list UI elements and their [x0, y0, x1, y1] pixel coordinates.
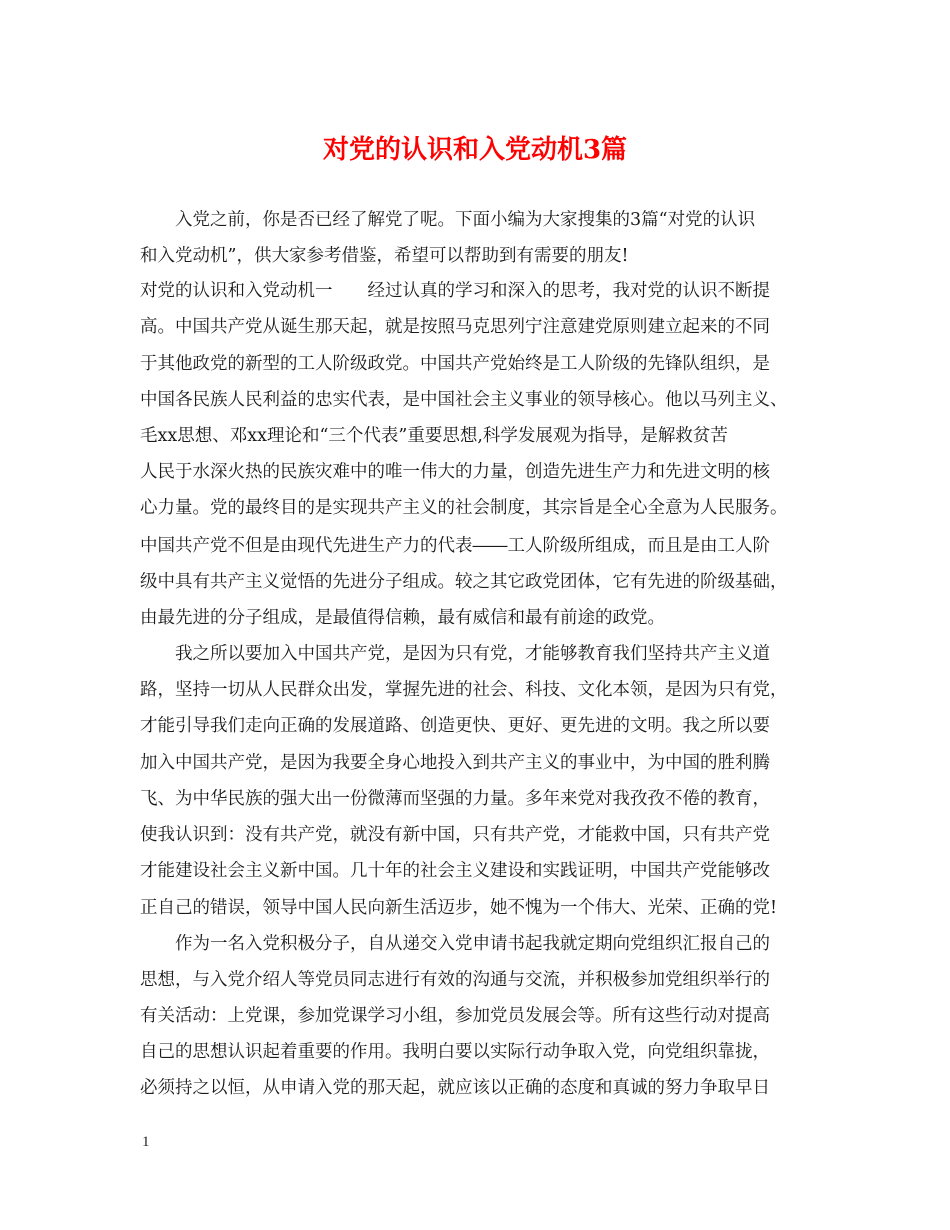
text-line: 作为一名入党积极分子，自从递交入党申请书起我就定期向党组织汇报自己的: [175, 934, 770, 954]
text-line: 于其他政党的新型的工人阶级政党。中国共产党始终是工人阶级的先锋队组织，是: [140, 354, 770, 374]
text-line: 人民于水深火热的民族灾难中的唯一伟大的力量，创造先进生产力和先进文明的核: [140, 462, 770, 482]
text-line: 才能建设社会主义新中国。几十年的社会主义建设和实践证明，中国共产党能够改: [140, 861, 770, 881]
page-number: 1: [142, 1134, 150, 1150]
text-line: 高。中国共产党从诞生那天起，就是按照马克思列宁注意建党原则建立起来的不同: [140, 317, 770, 337]
document-title: 对党的认识和入党动机3篇: [322, 135, 628, 165]
text-line: 中国共产党不但是由现代先进生产力的代表――工人阶级所组成，而且是由工人阶: [140, 536, 770, 556]
text-line: 级中具有共产主义觉悟的先进分子组成。较之其它政党团体，它有先进的阶级基础，: [140, 572, 788, 592]
text-line: 必须持之以恒，从申请入党的那天起，就应该以正确的态度和真诚的努力争取早日: [140, 1078, 770, 1098]
text-line: 自己的思想认识起着重要的作用。我明白要以实际行动争取入党，向党组织靠拢，: [140, 1042, 770, 1062]
text-line: 加入中国共产党，是因为我要全身心地投入到共产主义的事业中，为中国的胜利腾: [140, 753, 770, 773]
text-line: 中国各民族人民利益的忠实代表，是中国社会主义事业的领导核心。他以马列主义、: [140, 390, 788, 410]
text-line: 飞、为中华民族的强大出一份微薄而坚强的力量。多年来党对我孜孜不倦的教育，: [140, 789, 770, 809]
text-line: 入党之前，你是否已经了解党了呢。下面小编为大家搜集的3篇“对党的认识: [175, 210, 756, 230]
text-line: 思想，与入党介绍人等党员同志进行有效的沟通与交流，并积极参加党组织举行的: [140, 970, 770, 990]
text-line: 由最先进的分子组成，是最值得信赖，最有威信和最有前途的政党。: [140, 608, 665, 628]
text-line: 路，坚持一切从人民群众出发，掌握先进的社会、科技、文化本领，是因为只有党，: [140, 680, 788, 700]
text-line: 心力量。党的最终目的是实现共产主义的社会制度，其宗旨是全心全意为人民服务。: [140, 498, 788, 518]
text-line: 和入党动机”，供大家参考借鉴，希望可以帮助到有需要的朋友!: [140, 246, 629, 266]
text-line: 使我认识到：没有共产党，就没有新中国，只有共产党，才能救中国，只有共产党: [140, 825, 770, 845]
text-line: 我之所以要加入中国共产党，是因为只有党，才能够教育我们坚持共产主义道: [175, 644, 770, 664]
text-line: 对党的认识和入党动机一 经过认真的学习和深入的思考，我对党的认识不断提: [140, 281, 770, 301]
text-line: 才能引导我们走向正确的发展道路、创造更快、更好、更先进的文明。我之所以要: [140, 716, 770, 736]
text-line: 正自己的错误，领导中国人民向新生活迈步，她不愧为一个伟大、光荣、正确的党!: [140, 898, 778, 918]
text-line: 毛xx思想、邓xx理论和“三个代表”重要思想,科学发展观为指导，是解救贫苦: [140, 426, 728, 446]
text-line: 有关活动：上党课，参加党课学习小组，参加党员发展会等。所有这些行动对提高: [140, 1006, 770, 1026]
